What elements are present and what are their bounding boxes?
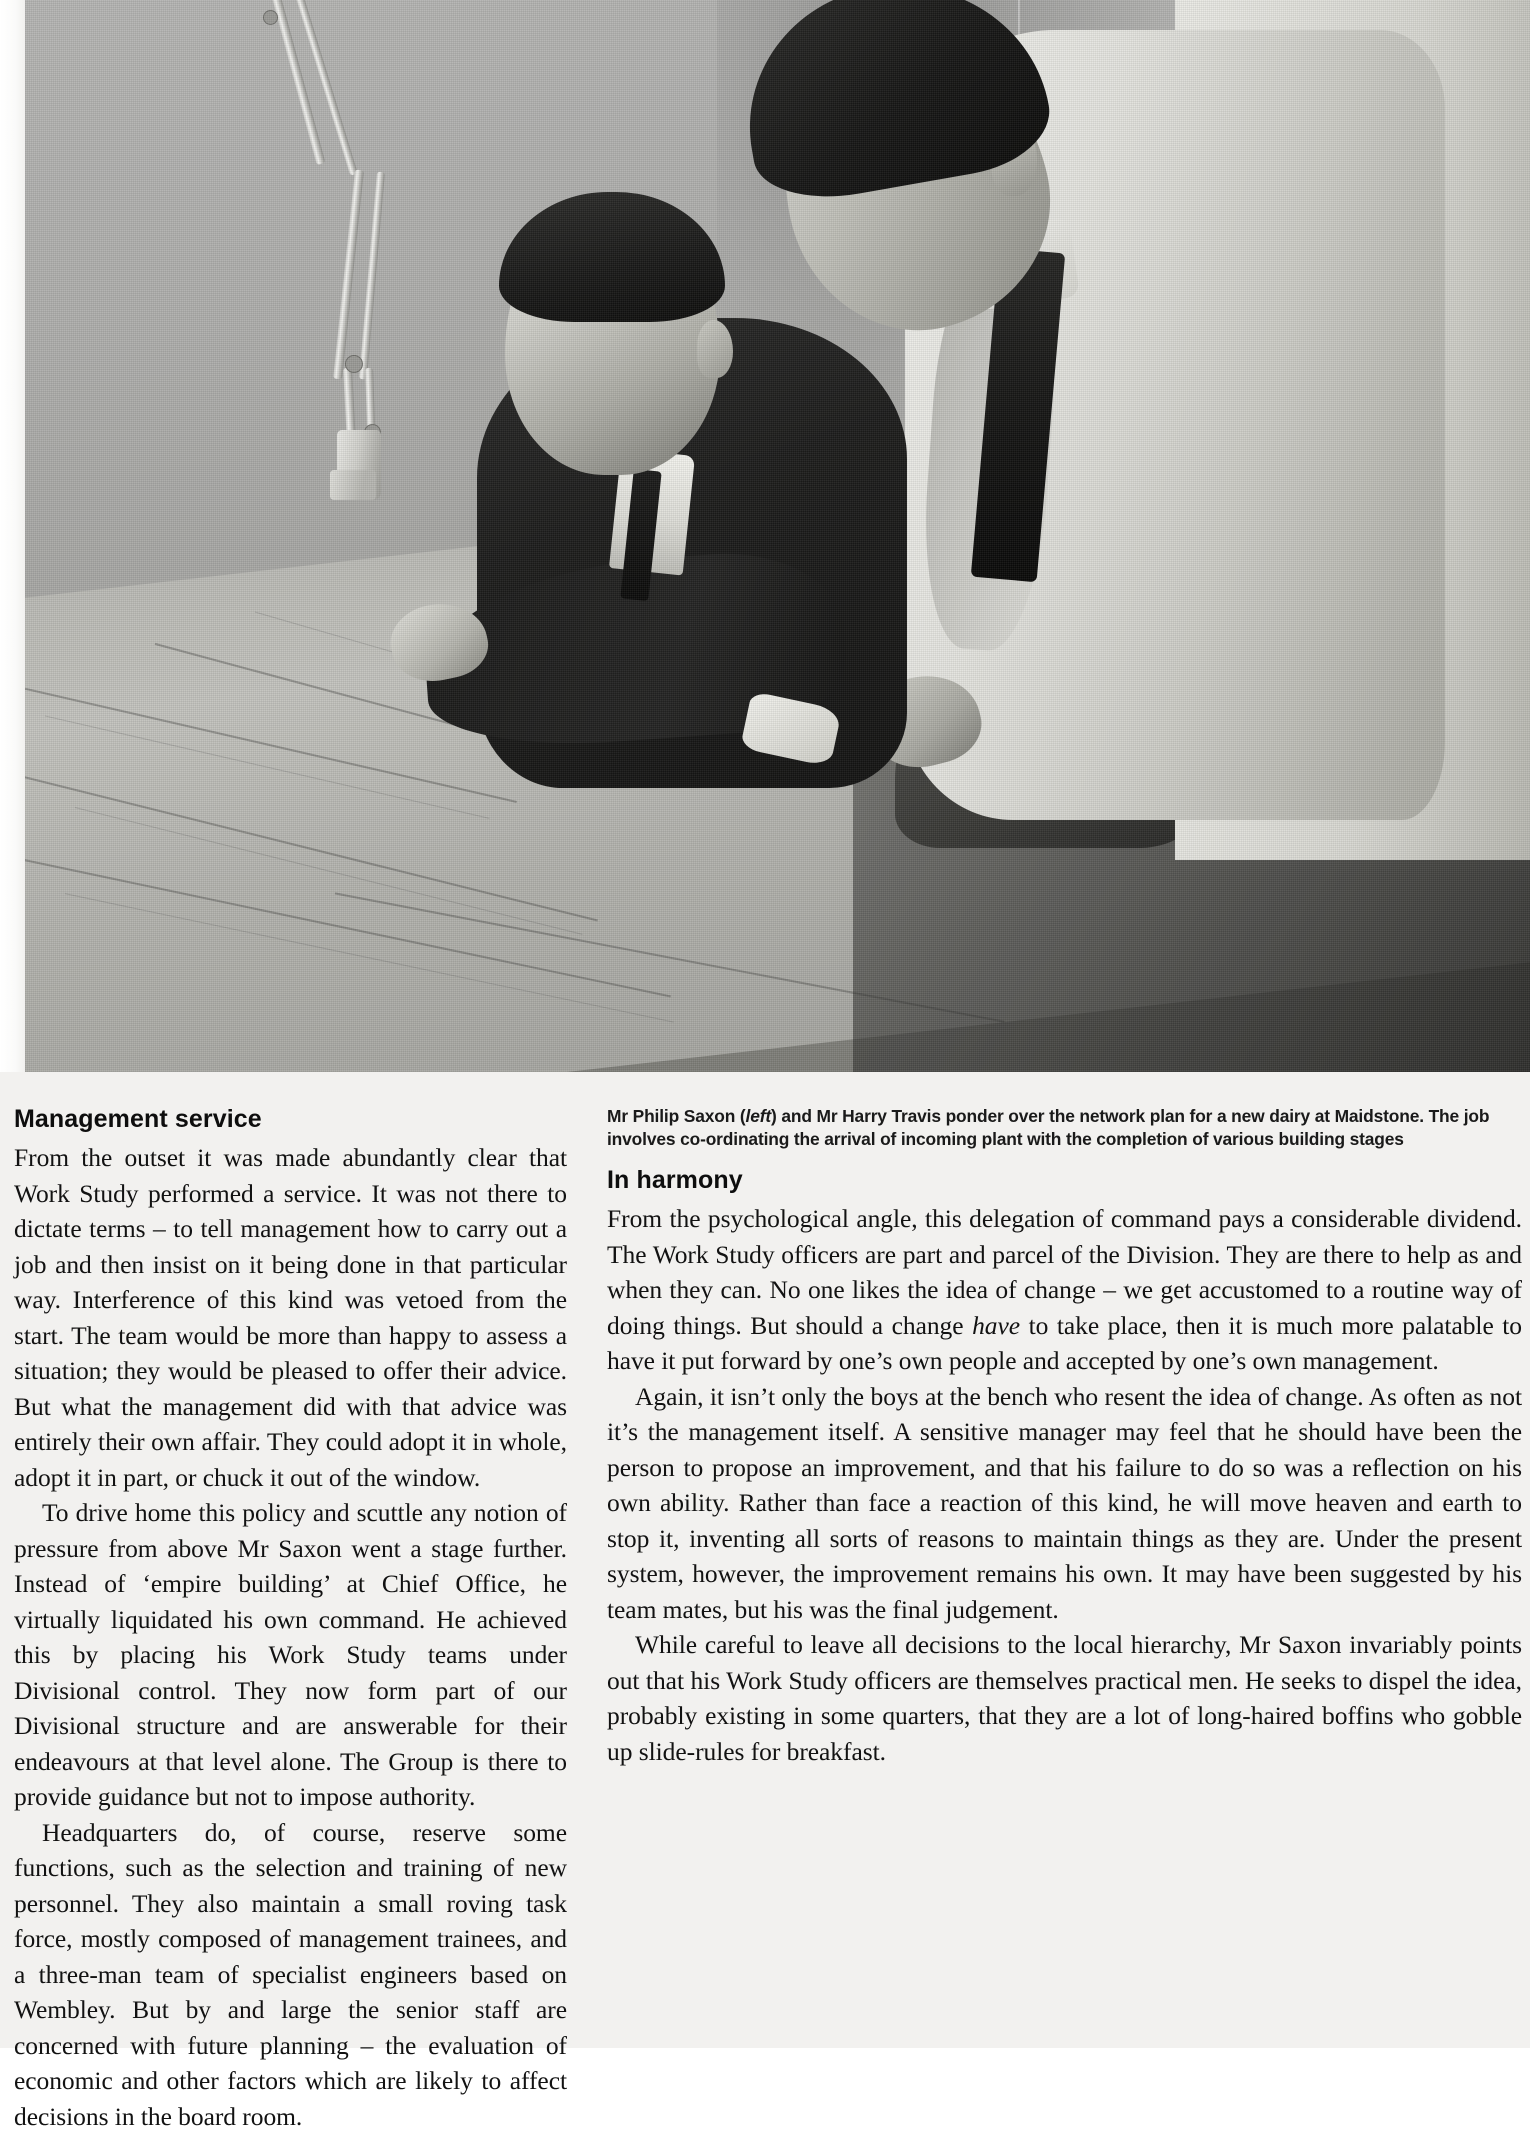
right-paragraph-1 — [607, 1201, 1522, 1379]
left-column-heading: Management service — [14, 1105, 567, 1134]
caption-text-after-italic: ) and Mr Harry Travis ponder over the network plan for a new dairy at Maidstone. The job involves co-ordinating the arrival of incoming plant with the completion of various building stages — [607, 1106, 1489, 1149]
right-column-heading: In harmony — [607, 1166, 1522, 1195]
left-text-column — [14, 1105, 567, 2134]
left-paragraph-2: To drive home this policy and scuttle any notion of pressure from above Mr Saxon went a stage further. Instead of ‘empire building’ at Chief Office, he virtually liquidated his own command. He achieved this by placing his Work Study teams under Divisional control. They now form part of our Divisional structure and are answerable for their endeavours at that level alone. The Group is there to provide guidance but not to impose authority. — [14, 1495, 567, 1815]
right-p1-before-italic: From the psychological angle, this delegation of command pays a considerable dividend. The Work Study officers are part and parcel of the Division. They are there to help as and when they can. No one likes the idea of change – we get accustomed to a routine way of doing things. But should a change — [607, 1204, 1522, 1340]
lamp-base-clamp — [330, 470, 376, 500]
left-paragraph-3: Headquarters do, of course, reserve some functions, such as the selection and training of new personnel. They also maintain a small roving task force, mostly composed of management trainees, and a three-man team of specialist engineers based on Wembley. But by and large the senior staff are concerned with future planning – the evaluation of economic and other factors which are likely to affect decisions in the board room. — [14, 1815, 567, 2134]
article-text-area — [0, 1105, 1530, 2048]
caption-italic-left: left — [746, 1106, 772, 1126]
right-paragraph-3: While careful to leave all decisions to the local hierarchy, Mr Saxon invariably points out that his Work Study officers are themselves practical men. He seeks to dispel the idea, probably existing in some quarters, that they are a lot of long-haired boffins who gobble up slide-rules for breakfast. — [607, 1627, 1522, 1769]
left-paragraph-1: From the outset it was made abundantly clear that Work Study performed a service. It was not there to dictate terms – to tell management how to carry out a job and then insist on it being done in that particular way. Interference of this kind was vetoed from the start. The team would be more than happy to assess a situation; they would be pleased to offer their advice. But what the management did with that advice was entirely their own affair. They could adopt it in whole, adopt it in part, or chuck it out of the window. — [14, 1140, 567, 1495]
lamp-joint-middle — [345, 355, 363, 373]
photo-caption — [607, 1105, 1515, 1150]
right-paragraph-2: Again, it isn’t only the boys at the bench who resent the idea of change. As often as not it’s the management itself. A sensitive manager may feel that he should have been the person to propose an improvement, and that his failure to do so was a reflection on his own ability. Rather than face a reaction of this kind, he will move heaven and earth to stop it, inventing all sorts of reasons to maintain things as they are. Under the present system, however, the improvement remains his own. It may have been suggested by his team mates, but his was the final judgement. — [607, 1379, 1522, 1628]
article-photograph — [25, 0, 1530, 1072]
caption-text-before-italic: Mr Philip Saxon ( — [607, 1106, 746, 1126]
right-p1-italic-have: have — [972, 1311, 1020, 1340]
right-text-column — [607, 1105, 1522, 1769]
page-left-margin — [0, 0, 26, 1072]
lamp-joint-top — [263, 10, 278, 25]
right-p1-after-italic: to take place, then it is much more palatable to have it put forward by one’s own people and accepted by one’s own management. — [607, 1311, 1522, 1376]
